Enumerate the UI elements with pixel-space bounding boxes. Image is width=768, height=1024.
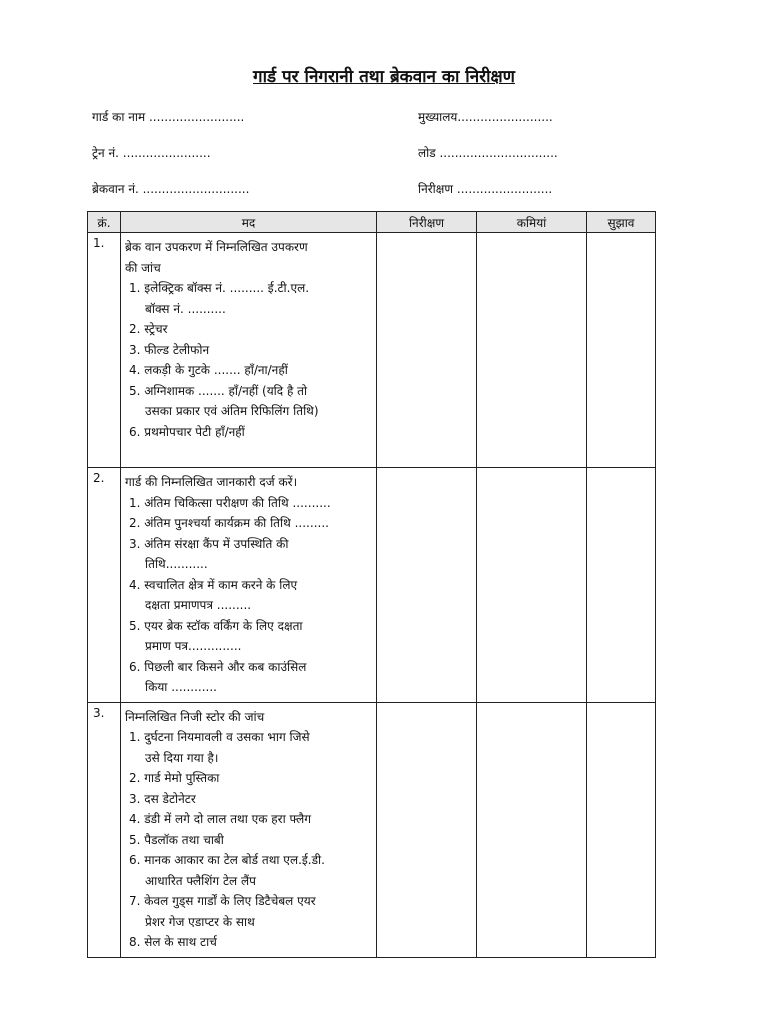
item-cell [121, 233, 377, 468]
item-heading-line: ब्रेक वान उपकरण में निम्नलिखित उपकरण [125, 240, 308, 254]
inspection-field: निरीक्षण ......................... [418, 182, 553, 196]
item-list-line: 5. पैडलॉक तथा चाबी [129, 832, 224, 847]
item-list-line: 4. स्वचालित क्षेत्र में काम करने के लिए [129, 577, 298, 592]
item-list-line: 6. पिछली बार किसने और कब काउंसिल [129, 659, 307, 674]
item-list-line: 8. सेल के साथ टार्च [129, 935, 217, 949]
item-list-line: उसे दिया गया है। [145, 750, 219, 765]
item-list-line: प्रमाण पत्र.............. [145, 639, 242, 653]
headquarters-field: मुख्यालय......................... [418, 110, 553, 124]
header-item: मद [121, 212, 377, 233]
item-list-line: बॉक्स नं. .......... [145, 301, 226, 316]
serial-number-cell: 3. [88, 702, 121, 957]
inspection-cell [377, 702, 477, 957]
item-list-line: 1. दुर्घटना नियमावली व उसका भाग जिसे [129, 730, 310, 744]
suggestions-cell [587, 233, 656, 468]
header-serial: क्रं. [88, 212, 121, 233]
item-list-line: किया ............ [145, 680, 217, 694]
header-inspection: निरीक्षण [377, 212, 477, 233]
guard-name-field: गार्ड का नाम ......................... [92, 110, 245, 124]
item-list-line: 4. डंडी में लगे दो लाल तथा एक हरा फ्लैग [129, 812, 311, 826]
item-list-line: 1. अंतिम चिकित्सा परीक्षण की तिथि .......... [129, 495, 331, 510]
page-title-text: गार्ड पर निगरानी तथा ब्रेकवान का निरीक्षण [253, 67, 515, 87]
item-list-line: दक्षता प्रमाणपत्र ......... [145, 598, 252, 612]
item-list-line: उसका प्रकार एवं अंतिम रिफिलिंग तिथि) [145, 404, 319, 418]
shortcomings-cell [477, 468, 587, 703]
table-row [88, 233, 656, 468]
item-list-line: आधारित फ्लैशिंग टेल लैंप [145, 873, 256, 888]
shortcomings-cell [477, 702, 587, 957]
suggestions-cell [587, 468, 656, 703]
item-list-line: 6. प्रथमोपचार पेटी हाँ/नहीं [129, 424, 245, 439]
inspection-cell [377, 233, 477, 468]
item-heading-line: गार्ड की निम्नलिखित जानकारी दर्ज करें। [125, 475, 298, 489]
item-list-line: 1. इलेक्ट्रिक बॉक्स नं. ......... ई.टी.एल. [129, 281, 310, 295]
table-row [88, 702, 656, 957]
serial-number-cell: 1. [88, 233, 121, 468]
serial-number-cell: 2. [88, 468, 121, 703]
item-list-line: 3. फील्ड टेलीफोन [129, 342, 210, 357]
inspection-cell [377, 468, 477, 703]
item-cell [121, 702, 377, 957]
page-title [0, 64, 768, 87]
item-list-line: 3. दस डेटोनेटर [129, 791, 196, 806]
header-shortcomings: कमियां [477, 212, 587, 233]
item-list-line: प्रेशर गेज एडाप्टर के साथ [145, 914, 255, 929]
train-number-field: ट्रेन नं. ....................... [92, 146, 211, 160]
inspection-table [87, 211, 656, 958]
table-header-row [88, 212, 656, 233]
suggestions-cell [587, 702, 656, 957]
item-list-line: तिथि........... [145, 557, 208, 571]
item-list-line: 2. स्ट्रेचर [129, 322, 168, 336]
table-row [88, 468, 656, 703]
shortcomings-cell [477, 233, 587, 468]
item-cell [121, 468, 377, 703]
item-list-line: 3. अंतिम संरक्षा कैंप में उपस्थिति की [129, 536, 289, 551]
load-field: लोड ............................... [418, 146, 558, 160]
brakevan-number-field: ब्रेकवान नं. ............................ [92, 182, 250, 196]
item-list-line: 6. मानक आकार का टेल बोर्ड तथा एल.ई.डी. [129, 853, 325, 867]
item-heading-line: निम्नलिखित निजी स्टोर की जांच [125, 709, 265, 724]
item-list-line: 2. अंतिम पुनश्चर्या कार्यक्रम की तिथि ......... [129, 516, 329, 530]
item-heading-line: की जांच [125, 260, 161, 275]
item-list-line: 4. लकड़ी के गुटके ....... हाँ/ना/नहीं [129, 363, 288, 377]
header-suggestions: सुझाव [587, 212, 656, 233]
item-list-line: 5. एयर ब्रेक स्टॉक वर्किंग के लिए दक्षता [129, 618, 303, 633]
item-list-line: 5. अग्निशामक ....... हाँ/नहीं (यदि है तो [129, 383, 308, 398]
item-list-line: 2. गार्ड मेमो पुस्तिका [129, 771, 220, 785]
item-list-line: 7. केवल गुड्स गार्डों के लिए डिटैचेबल एयर [129, 894, 316, 908]
